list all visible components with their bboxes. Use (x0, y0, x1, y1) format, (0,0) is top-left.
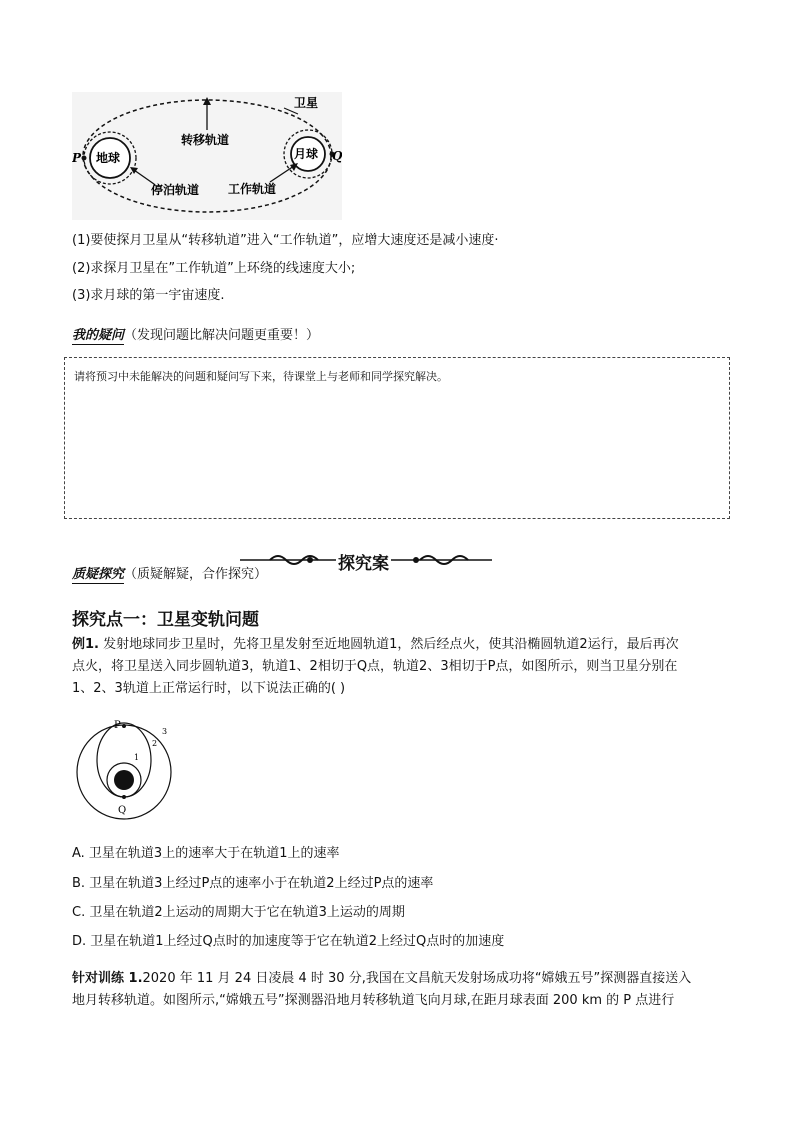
notes-instruction: 请将预习中未能解决的问题和疑问写下来，待课堂上与老师和同学探究解决。 (74, 370, 448, 383)
satellite-label: 卫星 (294, 96, 319, 110)
transfer-label: 转移轨道 (181, 133, 230, 147)
example-line-1 (72, 634, 732, 656)
orbits-diagram (72, 718, 180, 828)
transfer-orbit-diagram (72, 92, 342, 220)
p-point (82, 156, 87, 161)
example-label: 例1. (72, 637, 99, 652)
question-1: (1)要使探月卫星从“转移轨道”进入“工作轨道”，应增大速度还是减小速度· (72, 233, 499, 248)
question-3: (3)求月球的第一宇宙速度. (72, 288, 225, 303)
parking-label: 停泊轨道 (151, 183, 200, 197)
training-1 (72, 968, 732, 1012)
transfer-orbit-figure (72, 92, 342, 220)
example-line-2: 点火，将卫星送入同步圆轨道3，轨道1、2相切于Q点，轨道2、3相切于P点，如图所示，则当卫星分别在 (72, 659, 678, 674)
training-line-2: 地月转移轨道。如图所示,“嫦娥五号”探测器沿地月转移轨道飞向月球,在距月球表面 200 km 的 P 点进行 (72, 993, 675, 1008)
option-b: B. 卫星在轨道3上经过P点的速率小于在轨道2上经过P点的速率 (72, 876, 434, 891)
training-label: 针对训练 1. (72, 971, 143, 986)
mine-heading (72, 324, 319, 343)
p-label-2: P (114, 720, 121, 731)
question-2: (2)求探月卫星在”工作轨道”上环绕的线速度大小; (72, 261, 356, 276)
option-c: C. 卫星在轨道2上运动的周期大于它在轨道3上运动的周期 (72, 905, 405, 920)
banner-title: 探究案 (336, 549, 391, 574)
explore-subtitle: （质疑解疑，合作探究） (124, 567, 268, 582)
orbit-label-2: 2 (152, 739, 158, 748)
explore-heading (72, 563, 267, 582)
section-heading: 探究点一：卫星变轨问题 (72, 610, 259, 630)
banner-dot-right (413, 557, 419, 563)
orbits-figure (72, 718, 180, 828)
earth-label: 地球 (96, 151, 121, 165)
working-label: 工作轨道 (228, 182, 277, 196)
mine-title: 我的疑问 (72, 328, 125, 343)
moon-label: 月球 (294, 147, 319, 161)
orbit-label-3: 3 (162, 727, 168, 736)
option-d: D. 卫星在轨道1上经过Q点时的加速度等于它在轨道2上经过Q点时的加速度 (72, 934, 505, 949)
earth-dot (114, 770, 134, 790)
explore-title: 质疑探究 (72, 567, 125, 582)
training-text-1: 2020 年 11 月 24 日凌晨 4 时 30 分,我国在文昌航天发射场成功将“嫦娥五号”探测器直接送入 (142, 971, 692, 986)
mine-subtitle: （发现问题比解决问题更重要！） (124, 328, 320, 343)
training-line-1 (72, 968, 732, 990)
banner-dot-left (307, 557, 313, 563)
p-label: P (72, 151, 82, 165)
q-label-2: Q (118, 805, 127, 816)
q-label: Q (332, 149, 342, 163)
example-line-3: 1、2、3轨道上正常运行时，以下说法正确的( ) (72, 681, 346, 696)
option-a: A. 卫星在轨道3上的速率大于在轨道1上的速率 (72, 846, 340, 861)
p-point-2 (122, 724, 126, 728)
example-text-1: 发射地球同步卫星时，先将卫星发射至近地圆轨道1，然后经点火，使其沿椭圆轨道2运行，最后再次 (103, 637, 679, 652)
q-point-2 (122, 795, 126, 799)
example-1 (72, 634, 732, 700)
orbit-label-1: 1 (134, 753, 140, 762)
